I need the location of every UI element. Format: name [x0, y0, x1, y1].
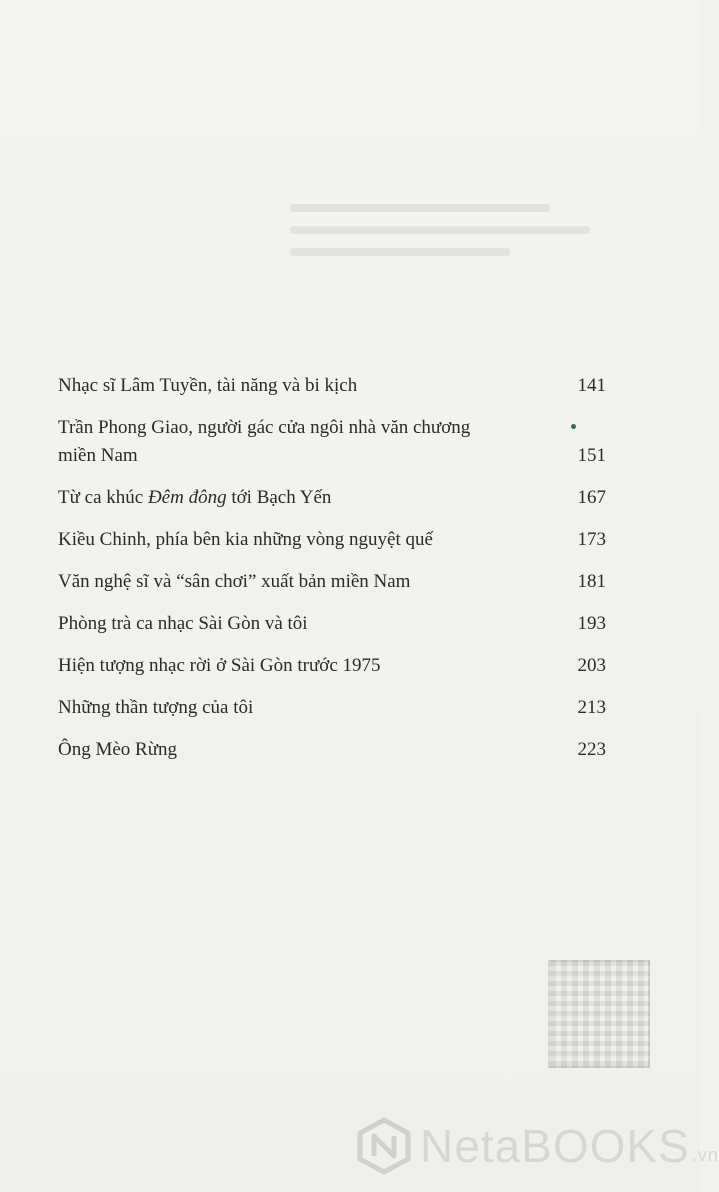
toc-entry: [58, 568, 606, 596]
netabooks-logo-icon: [356, 1118, 412, 1174]
toc-entry-title: Nhạc sĩ Lâm Tuyền, tài năng và bi kịch: [58, 375, 358, 396]
toc-entry: [58, 610, 606, 638]
toc-entry-title: Hiện tượng nhạc rời ở Sài Gòn trước 1975: [58, 655, 381, 676]
toc-entry: [58, 694, 606, 722]
toc-entry-page: 193: [577, 613, 606, 634]
toc-entry-page: 151: [577, 445, 606, 466]
toc-entry-page: 181: [577, 571, 606, 592]
toc-entry-page: 223: [577, 739, 606, 760]
toc-entry-page: 213: [577, 697, 606, 718]
toc-entry-title: Ông Mèo Rừng: [58, 739, 178, 760]
toc-entry-title: [58, 484, 606, 512]
watermark-brand-text: NetaBOOKS: [420, 1120, 690, 1172]
toc-entry-page: 173: [577, 529, 606, 550]
toc-entry-page: 141: [577, 375, 606, 396]
toc-entry-title: Những thần tượng của tôi: [58, 697, 254, 718]
toc-entry: [58, 372, 606, 400]
toc-entry-title: Trần Phong Giao, người gác cửa ngôi nhà văn chương miền Nam: [58, 417, 471, 466]
toc-entry: [58, 414, 606, 470]
table-of-contents: [58, 372, 606, 778]
toc-entry: [58, 526, 606, 554]
toc-entry-page: 203: [577, 655, 606, 676]
toc-entry-title: Kiều Chinh, phía bên kia những vòng nguyệt quế: [58, 529, 433, 550]
toc-entry-title-italic: Đêm đông: [147, 487, 227, 508]
qr-code-show-through: [548, 960, 650, 1068]
toc-entry: [58, 652, 606, 680]
toc-entry-page: 167: [577, 487, 606, 508]
toc-entry: [58, 736, 606, 764]
netabooks-watermark: [356, 1110, 719, 1182]
toc-entry-title-part: Từ ca khúc: [58, 487, 148, 508]
toc-entry-title: Văn nghệ sĩ và “sân chơi” xuất bản miền Nam: [58, 571, 411, 592]
toc-entry-title-part: tới Bạch Yến: [226, 487, 332, 508]
watermark-domain-suffix: .vn: [691, 1145, 719, 1165]
toc-entry-title: Phòng trà ca nhạc Sài Gòn và tôi: [58, 613, 308, 634]
ink-dot: [571, 424, 576, 429]
toc-entry: [58, 484, 606, 512]
